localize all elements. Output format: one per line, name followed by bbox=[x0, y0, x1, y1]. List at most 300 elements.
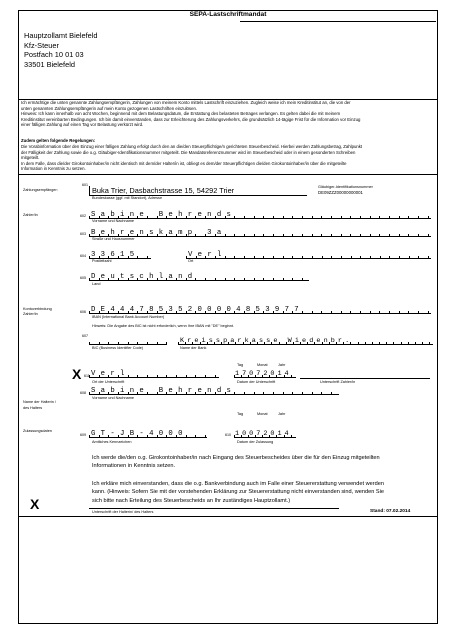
comb-tick bbox=[128, 278, 129, 281]
comb-tick bbox=[341, 234, 342, 237]
comb-tick bbox=[428, 216, 429, 219]
comb-tick bbox=[312, 234, 313, 237]
comb-tick bbox=[118, 392, 119, 395]
comb-tick bbox=[108, 311, 109, 314]
comb-tick bbox=[380, 256, 381, 259]
comb-tick bbox=[321, 216, 322, 219]
payer-city-value: Verl bbox=[188, 251, 227, 259]
payer-country-field bbox=[89, 273, 309, 281]
comb-tick bbox=[302, 256, 303, 259]
field-code: 607 bbox=[82, 334, 88, 338]
comb-tick bbox=[89, 278, 90, 281]
comb-tick bbox=[221, 342, 222, 345]
comb-tick bbox=[409, 256, 410, 259]
comb-tick bbox=[176, 311, 177, 314]
bank-name-caption: Name der Bank bbox=[180, 346, 207, 350]
comb-tick bbox=[360, 216, 361, 219]
comb-tick bbox=[350, 342, 351, 345]
payee-caption: Bundeskasse (ggf. mit Standort), Adresse bbox=[92, 196, 163, 200]
comb-tick bbox=[166, 278, 167, 281]
comb-tick bbox=[244, 216, 245, 219]
comb-tick bbox=[176, 375, 177, 378]
comb-tick bbox=[312, 392, 313, 395]
comb-tick bbox=[360, 311, 361, 314]
comb-tick bbox=[89, 375, 90, 378]
rules-line: Information in Kenntnis zu setzen. bbox=[21, 166, 86, 172]
comb-tick bbox=[244, 311, 245, 314]
comb-tick bbox=[186, 216, 187, 219]
rules-line: mitgeteilt. bbox=[21, 155, 40, 161]
comb-tick bbox=[118, 256, 119, 259]
comb-tick bbox=[195, 375, 196, 378]
comb-tick bbox=[244, 278, 245, 281]
rules-text bbox=[21, 144, 362, 172]
plate-caption: Amtliches Kennzeichen bbox=[92, 440, 132, 444]
comb-tick bbox=[291, 375, 292, 378]
statement-line: Ich erkläre mich einverstanden, dass die o.g. Bankverbindung auch im Falle einer Steuererstattung verwendet werden bbox=[92, 481, 384, 487]
field-code: 611 bbox=[84, 374, 90, 378]
comb-tick bbox=[195, 234, 196, 237]
comb-tick bbox=[157, 435, 158, 438]
comb-tick bbox=[128, 375, 129, 378]
comb-tick bbox=[263, 234, 264, 237]
payer-name-field bbox=[89, 211, 431, 219]
comb-tick bbox=[292, 392, 293, 395]
comb-tick bbox=[360, 256, 361, 259]
comb-tick bbox=[128, 342, 129, 345]
comb-tick bbox=[428, 234, 429, 237]
date-label-month: Monat bbox=[257, 363, 268, 367]
account-section-label: Zahler/in bbox=[23, 312, 38, 316]
divider bbox=[18, 174, 438, 175]
comb-tick bbox=[257, 342, 258, 345]
comb-tick bbox=[379, 311, 380, 314]
comb-tick bbox=[241, 435, 242, 438]
comb-tick bbox=[254, 234, 255, 237]
payer-name-caption: Vorname und Nachname bbox=[92, 219, 135, 223]
comb-tick bbox=[147, 278, 148, 281]
comb-tick bbox=[379, 342, 380, 345]
comb-tick bbox=[205, 435, 206, 438]
field-code: 605 bbox=[80, 276, 86, 280]
comb-tick bbox=[312, 216, 313, 219]
comb-tick bbox=[166, 216, 167, 219]
comb-tick bbox=[176, 234, 177, 237]
comb-tick bbox=[89, 435, 90, 438]
comb-tick bbox=[243, 342, 244, 345]
comb-tick bbox=[336, 342, 337, 345]
comb-tick bbox=[214, 342, 215, 345]
rules-line: Die Vorabinformation über den Einzug einer fälligen Zahlung erfolgt durch den an die/den Steuerpflichtige/n gerichteten Steuerbescheid. Hierbei werden Zahlungsbetrag, Zahlpunkt bbox=[21, 144, 363, 149]
comb-tick bbox=[215, 256, 216, 259]
comb-tick bbox=[166, 234, 167, 237]
comb-tick bbox=[241, 375, 242, 378]
comb-tick bbox=[176, 278, 177, 281]
comb-tick bbox=[137, 278, 138, 281]
comb-tick bbox=[186, 234, 187, 237]
comb-tick bbox=[89, 342, 90, 345]
comb-tick bbox=[248, 375, 249, 378]
comb-tick bbox=[234, 256, 235, 259]
comb-tick bbox=[263, 311, 264, 314]
holder-section-label: Name der Halterin / bbox=[23, 400, 56, 404]
comb-tick bbox=[389, 311, 390, 314]
statement-line: sich bitte nach Erteilung des Steuerbescheids an Ihr zuständiges Hauptzollamt.) bbox=[92, 497, 291, 504]
statement-notify bbox=[92, 454, 380, 471]
comb-tick bbox=[244, 392, 245, 395]
holder-signature-caption: Unterschrift der Halterin/ des Halters bbox=[92, 510, 154, 514]
comb-tick bbox=[331, 216, 332, 219]
comb-tick bbox=[283, 216, 284, 219]
comb-tick bbox=[283, 234, 284, 237]
comb-tick bbox=[147, 375, 148, 378]
comb-tick bbox=[302, 234, 303, 237]
comb-tick bbox=[108, 392, 109, 395]
comb-tick bbox=[205, 375, 206, 378]
comb-tick bbox=[418, 216, 419, 219]
comb-tick bbox=[166, 435, 167, 438]
comb-tick bbox=[207, 342, 208, 345]
comb-tick bbox=[166, 392, 167, 395]
address-line: 33501 Bielefeld bbox=[24, 59, 75, 69]
address-line: Kfz-Steuer bbox=[24, 40, 59, 50]
comb-tick bbox=[137, 342, 138, 345]
field-code: 608 bbox=[80, 391, 86, 395]
comb-tick bbox=[186, 375, 187, 378]
comb-tick bbox=[292, 216, 293, 219]
comb-tick bbox=[329, 342, 330, 345]
comb-tick bbox=[225, 311, 226, 314]
comb-tick bbox=[331, 256, 332, 259]
comb-tick bbox=[322, 342, 323, 345]
payer-name-value: Sabine Behrends bbox=[91, 211, 237, 219]
comb-tick bbox=[108, 278, 109, 281]
comb-tick bbox=[263, 256, 264, 259]
form-version: Stand: 07.02.2014 bbox=[370, 509, 411, 514]
comb-tick bbox=[365, 342, 366, 345]
comb-tick bbox=[166, 342, 167, 345]
plate-value: GT-JB-4000 bbox=[91, 430, 188, 438]
intro-line: einer fälligen Zahlung auf einen Tag vor Belastung verkürzt wird. bbox=[21, 122, 144, 128]
comb-tick bbox=[264, 342, 265, 345]
payer-plz-value: 33615 bbox=[91, 251, 140, 259]
comb-tick bbox=[225, 234, 226, 237]
field-code: 609 bbox=[80, 433, 86, 437]
comb-tick bbox=[205, 392, 206, 395]
comb-tick bbox=[225, 256, 226, 259]
comb-tick bbox=[89, 234, 90, 237]
comb-tick bbox=[408, 311, 409, 314]
comb-tick bbox=[428, 256, 429, 259]
comb-tick bbox=[205, 311, 206, 314]
rules-line: In dem Falle, dass die/der Girokontoinhaber/in nicht identisch mit dem/der Halter/in ist, obliegt es dem/der Steuerpflichtigen die/den Girokontoinhaber/in über die mitgeteilte bbox=[21, 160, 347, 166]
payer-country-value: Deutschland bbox=[91, 273, 198, 281]
comb-tick bbox=[429, 342, 430, 345]
comb-tick bbox=[263, 216, 264, 219]
plate-field bbox=[89, 430, 207, 438]
registration-date-field bbox=[234, 430, 296, 438]
comb-tick bbox=[254, 392, 255, 395]
comb-tick bbox=[157, 234, 158, 237]
comb-tick bbox=[234, 392, 235, 395]
comb-tick bbox=[235, 342, 236, 345]
comb-tick bbox=[283, 256, 284, 259]
rules-heading: Zudem gelten folgende Regelungen: bbox=[21, 138, 96, 143]
comb-tick bbox=[147, 216, 148, 219]
statement-line: Informationen in Kenntnis setzen. bbox=[92, 463, 176, 470]
comb-tick bbox=[254, 216, 255, 219]
comb-tick bbox=[399, 256, 400, 259]
comb-tick bbox=[408, 234, 409, 237]
comb-tick bbox=[273, 216, 274, 219]
comb-tick bbox=[225, 392, 226, 395]
comb-tick bbox=[312, 256, 313, 259]
comb-tick bbox=[99, 392, 100, 395]
comb-tick bbox=[205, 256, 206, 259]
payer-street-field bbox=[89, 229, 431, 237]
comb-tick bbox=[186, 256, 187, 259]
comb-tick bbox=[302, 278, 303, 281]
comb-tick bbox=[273, 311, 274, 314]
comb-tick bbox=[292, 311, 293, 314]
comb-tick bbox=[128, 256, 129, 259]
comb-tick bbox=[234, 234, 235, 237]
comb-tick bbox=[128, 311, 129, 314]
comb-tick bbox=[341, 256, 342, 259]
comb-tick bbox=[351, 256, 352, 259]
payer-section-label: Zahler/in bbox=[23, 213, 38, 217]
comb-tick bbox=[358, 342, 359, 345]
comb-tick bbox=[137, 256, 138, 259]
bank-name-value: Kreissparkasse Wiedenbr. bbox=[180, 337, 353, 345]
statement-line: kann. (Hinweis: Sofern Sie mit der vorstehenden Erklärung zur Steuererstattung nicht einverstanden sind, wenden Sie bbox=[92, 489, 384, 496]
comb-tick bbox=[205, 234, 206, 237]
comb-tick bbox=[215, 234, 216, 237]
comb-tick bbox=[292, 234, 293, 237]
comb-tick bbox=[118, 375, 119, 378]
comb-tick bbox=[244, 234, 245, 237]
signature-line[interactable] bbox=[300, 378, 430, 379]
comb-tick bbox=[215, 311, 216, 314]
comb-tick bbox=[192, 342, 193, 345]
comb-tick bbox=[166, 375, 167, 378]
comb-tick bbox=[415, 342, 416, 345]
comb-tick bbox=[255, 375, 256, 378]
rules-line: der Fälligkeit der Zahlung sowie die o.g. Gläubiger-Identifikationsnummer mitgeteilt. Die Mandatsreferenznummer wird im Steuerbescheid oder in einem gesonderten Schreiben bbox=[21, 149, 356, 155]
comb-tick bbox=[370, 234, 371, 237]
comb-tick bbox=[399, 234, 400, 237]
comb-tick bbox=[418, 234, 419, 237]
comb-tick bbox=[234, 435, 235, 438]
comb-tick bbox=[283, 392, 284, 395]
intro-line: Hinweis: Ich kann innerhalb von acht Wochen, beginnend mit dem Belastungsdatum, die Erstattung des belasteten Betrages verlangen. Es gelten dabei die mit meinem bbox=[21, 111, 341, 117]
date-label-day: Tag bbox=[237, 412, 244, 416]
comb-tick bbox=[147, 256, 148, 259]
sign-date-field bbox=[234, 370, 296, 378]
signature-mark-x: X bbox=[30, 496, 40, 512]
comb-tick bbox=[248, 435, 249, 438]
comb-tick bbox=[262, 375, 263, 378]
payer-country-caption: Land bbox=[92, 282, 101, 286]
creditor-id-label: Gläubiger-Identifikationsnummer bbox=[318, 185, 373, 189]
payee-value: Buka Trier, Dasbachstrasse 15, 54292 Trier bbox=[92, 186, 235, 195]
comb-tick bbox=[166, 311, 167, 314]
registration-date-caption: Datum der Zulassung bbox=[237, 440, 274, 444]
comb-tick bbox=[157, 342, 158, 345]
comb-tick bbox=[428, 311, 429, 314]
comb-tick bbox=[215, 278, 216, 281]
comb-tick bbox=[108, 435, 109, 438]
comb-tick bbox=[341, 216, 342, 219]
intro-line: Kreditinstitut vereinbarten Bedingungen. Ich bin damit einverstanden, dass zur Erleichterung des Zahlungsverkehrs, die grundsätzlich 14-tägige Frist für die Information vor Einzug bbox=[21, 116, 361, 122]
comb-tick bbox=[137, 375, 138, 378]
comb-tick bbox=[99, 375, 100, 378]
comb-tick bbox=[234, 278, 235, 281]
creditor-id-value: DE09ZZZ00000000001 bbox=[318, 190, 363, 195]
comb-tick bbox=[228, 342, 229, 345]
comb-tick bbox=[370, 216, 371, 219]
comb-tick bbox=[128, 392, 129, 395]
comb-tick bbox=[205, 278, 206, 281]
date-label-month: Monat bbox=[257, 412, 268, 416]
comb-tick bbox=[276, 375, 277, 378]
comb-tick bbox=[284, 375, 285, 378]
comb-tick bbox=[286, 342, 287, 345]
payer-street-caption: Straße und Hausnummer bbox=[92, 237, 135, 241]
payer-city-caption: Ort bbox=[188, 259, 194, 263]
field-code: 602 bbox=[80, 214, 86, 218]
comb-tick bbox=[276, 435, 277, 438]
comb-tick bbox=[186, 278, 187, 281]
comb-tick bbox=[137, 392, 138, 395]
comb-tick bbox=[157, 278, 158, 281]
comb-tick bbox=[283, 278, 284, 281]
comb-tick bbox=[350, 216, 351, 219]
holder-signature-line[interactable] bbox=[89, 508, 339, 509]
comb-tick bbox=[225, 278, 226, 281]
comb-tick bbox=[331, 234, 332, 237]
sign-date-caption: Datum der Unterschrift bbox=[237, 380, 276, 384]
comb-tick bbox=[307, 342, 308, 345]
address-line: Postfach 10 01 03 bbox=[24, 50, 84, 60]
comb-tick bbox=[215, 216, 216, 219]
comb-tick bbox=[157, 375, 158, 378]
comb-tick bbox=[302, 392, 303, 395]
comb-tick bbox=[262, 435, 263, 438]
comb-tick bbox=[195, 216, 196, 219]
field-code: 606 bbox=[80, 310, 86, 314]
comb-tick bbox=[225, 216, 226, 219]
comb-tick bbox=[292, 278, 293, 281]
comb-tick bbox=[200, 342, 201, 345]
comb-tick bbox=[176, 435, 177, 438]
comb-tick bbox=[360, 234, 361, 237]
comb-tick bbox=[331, 392, 332, 395]
comb-tick bbox=[321, 234, 322, 237]
comb-tick bbox=[108, 342, 109, 345]
comb-tick bbox=[178, 342, 179, 345]
comb-tick bbox=[99, 435, 100, 438]
comb-tick bbox=[341, 311, 342, 314]
comb-tick bbox=[176, 216, 177, 219]
comb-tick bbox=[99, 278, 100, 281]
comb-tick bbox=[418, 311, 419, 314]
field-code: 610 bbox=[225, 433, 231, 437]
date-label-day: Tag bbox=[237, 363, 244, 367]
holder-name-caption: Vorname und Nachname bbox=[92, 396, 135, 400]
comb-tick bbox=[186, 392, 187, 395]
comb-tick bbox=[195, 311, 196, 314]
comb-tick bbox=[234, 311, 235, 314]
comb-tick bbox=[137, 234, 138, 237]
comb-tick bbox=[118, 278, 119, 281]
form-title: SEPA-Lastschriftmandat bbox=[189, 11, 267, 18]
comb-tick bbox=[370, 311, 371, 314]
holder-section-label: des Halters bbox=[23, 406, 43, 410]
intro-line: unten genannten Zahlungsempfängerin auf mein Konto gezogenen Lastschriften einzulösen. bbox=[21, 105, 198, 111]
comb-tick bbox=[312, 311, 313, 314]
comb-tick bbox=[99, 342, 100, 345]
comb-tick bbox=[195, 435, 196, 438]
statement-line: Ich werde die/den o.g. Girokontoinhaber/in nach Eingang des Steuerbescheides über die für den Einzug mitgeteilten bbox=[92, 455, 380, 461]
comb-tick bbox=[128, 435, 129, 438]
comb-tick bbox=[89, 392, 90, 395]
comb-tick bbox=[273, 392, 274, 395]
comb-tick bbox=[283, 311, 284, 314]
comb-tick bbox=[137, 216, 138, 219]
comb-tick bbox=[322, 256, 323, 259]
holder-name-value: Sabine Behrends bbox=[91, 387, 237, 395]
intro-line: Ich ermächtige die unten genannte Zahlungsempfängerin, Zahlungen von meinem Konto mittels Lastschrift einzuziehen. Zugleich weise ich mein Kreditinstitut an, die von der bbox=[21, 100, 351, 105]
iban-caption: IBAN (International Bank Account Number) bbox=[92, 315, 165, 319]
comb-tick bbox=[292, 256, 293, 259]
comb-tick bbox=[196, 256, 197, 259]
comb-tick bbox=[205, 216, 206, 219]
comb-tick bbox=[293, 342, 294, 345]
comb-tick bbox=[147, 392, 148, 395]
comb-tick bbox=[255, 435, 256, 438]
comb-tick bbox=[273, 234, 274, 237]
comb-tick bbox=[389, 216, 390, 219]
registration-date-value: 10072014 bbox=[235, 430, 292, 438]
bic-field bbox=[89, 337, 167, 345]
comb-tick bbox=[157, 392, 158, 395]
comb-tick bbox=[300, 342, 301, 345]
payee-label: Zahlungsempfänger: bbox=[23, 188, 58, 192]
account-section-label: Kontoverbindung bbox=[23, 307, 52, 311]
comb-tick bbox=[321, 392, 322, 395]
bic-hint: Hinweis: Die Angabe des BIC ist nicht erforderlich, wenn Ihre IBAN mit "DE" beginnt. bbox=[92, 324, 234, 328]
comb-tick bbox=[147, 435, 148, 438]
payer-plz-field bbox=[89, 251, 151, 259]
comb-tick bbox=[215, 392, 216, 395]
comb-tick bbox=[399, 311, 400, 314]
sign-place-field bbox=[89, 370, 219, 378]
comb-tick bbox=[302, 311, 303, 314]
iban-field bbox=[89, 306, 431, 314]
comb-tick bbox=[302, 216, 303, 219]
field-bracket bbox=[89, 186, 90, 195]
comb-tick bbox=[137, 435, 138, 438]
comb-tick bbox=[273, 256, 274, 259]
comb-tick bbox=[331, 311, 332, 314]
comb-tick bbox=[254, 256, 255, 259]
comb-tick bbox=[321, 311, 322, 314]
field-code: 604 bbox=[80, 254, 86, 258]
holder-name-field bbox=[89, 387, 339, 395]
sign-date-value: 17072014 bbox=[235, 370, 292, 378]
divider bbox=[18, 516, 438, 517]
